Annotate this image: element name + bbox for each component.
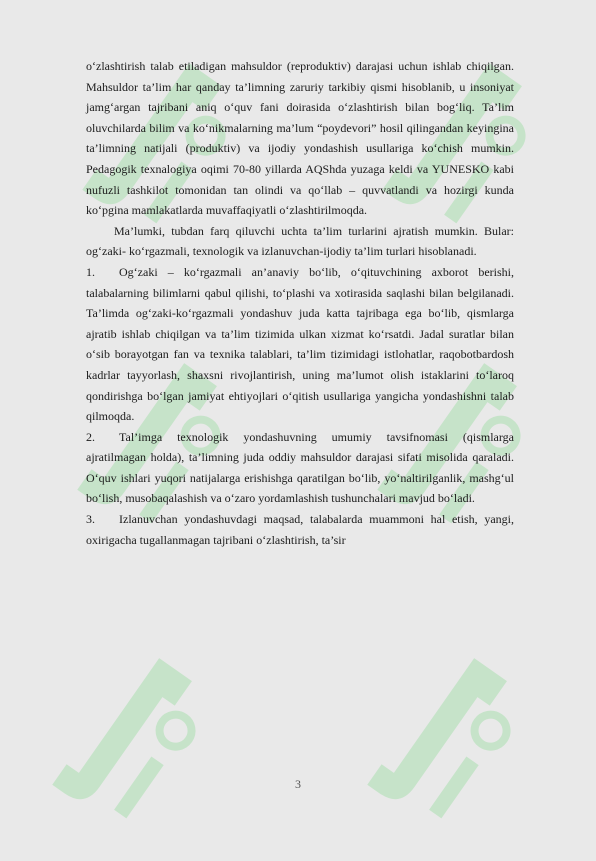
- list-number: 2.: [86, 429, 95, 444]
- watermark-icon: [346, 633, 553, 857]
- paragraph-types: Ma’lumki, tubdan farq qiluvchi uchta ta’lim turlarini ajratish mumkin. Bular: og‘zaki- ko‘rgazmali, texnologik va izlanuvchan-ijodiy ta’lim turlari hisoblanadi.: [86, 223, 514, 259]
- paragraph-intro: o‘zlashtirish talab etiladigan mahsuldor (reproduktiv) darajasi uchun ishlab chiqilgan. Mahsuldor ta’lim har qanday ta’limning zaruriy tarkibiy qismi hisoblanib, u insoniyat jamg‘argan tajribani aniq o‘quv fani doirasida o‘zlashtirish bilan bog‘liq. Ta’lim oluvchilarda bilim va ko‘nikmalarning ma’lum “poydevori” hosil qilingandan keyingina ta’limning natijali (produktiv) va ijodiy yondashish usullariga ko‘chish mumkin. Pedagogik texnalogiya oqimi 70-80 yillarda AQShda yuzaga keldi va YUNESKO kabi nufuzli tashkilot tomonidan tan olindi va qo‘llab – quvvatlandi va hozirgi kunda ko‘pgina mamlakatlarda muvaffaqiyatli o‘zlashtirilmoqda.: [86, 59, 514, 218]
- page-number: 3: [295, 777, 301, 791]
- body-text: [86, 56, 514, 550]
- list-item: [86, 509, 514, 550]
- list-text: Izlanuvchan yondashuvdagi maqsad, talabalarda muammoni hal etish, yangi, oxirigacha tugallanmagan tajribani o‘zlashtirish, ta’sir: [86, 512, 514, 547]
- list-number: 3.: [86, 512, 95, 527]
- list-text: Og‘zaki – ko‘rgazmali an’anaviy bo‘lib, o‘qituvchining axborot berishi, talabalarning bilimlarni qabul qilishi, to‘plashi va xotirasida saqlashi bilan belgilanadi. Ta’limda og‘zaki-ko‘rgazmali yondashuv juda katta tajribaga ega bo‘lib, qismlarga ajratib ishlab chiqilgan va ta’lim tizimida ulkan xizmat ko‘rsatdi. Jadal suratlar bilan o‘sib borayotgan fan va texnika talablari, ta’lim tizimidagi istlohatlar, raqobotbardosh kadrlar tayyorlash, shaxsni rivojlantirish, uning ma’lumot olish istaklarini to‘laroq qondirishga bo‘lgan jamiyat ehtiyojlari o‘qitish usullariga yangicha yondashishni talab qilmoqda.: [86, 264, 514, 424]
- list-item: [86, 427, 514, 509]
- list-number: 1.: [86, 264, 95, 279]
- watermark-icon: [31, 633, 238, 857]
- list-text: Tal’imga texnologik yondashuvning umumiy tavsifnomasi (qismlarga ajratilmagan holda), ta’limning juda oddiy mahsuldor darajasi sifati misolida qaraladi. O‘quv ishlari yuqori natijalarga erishishga qaratilgan bo‘lib, yo‘naltirilganlik, mashg‘ul bo‘lish, musobaqalashish va o‘zaro yordamlashish tushunchalari mavjud bo‘ladi.: [86, 429, 514, 506]
- list-item: [86, 262, 514, 427]
